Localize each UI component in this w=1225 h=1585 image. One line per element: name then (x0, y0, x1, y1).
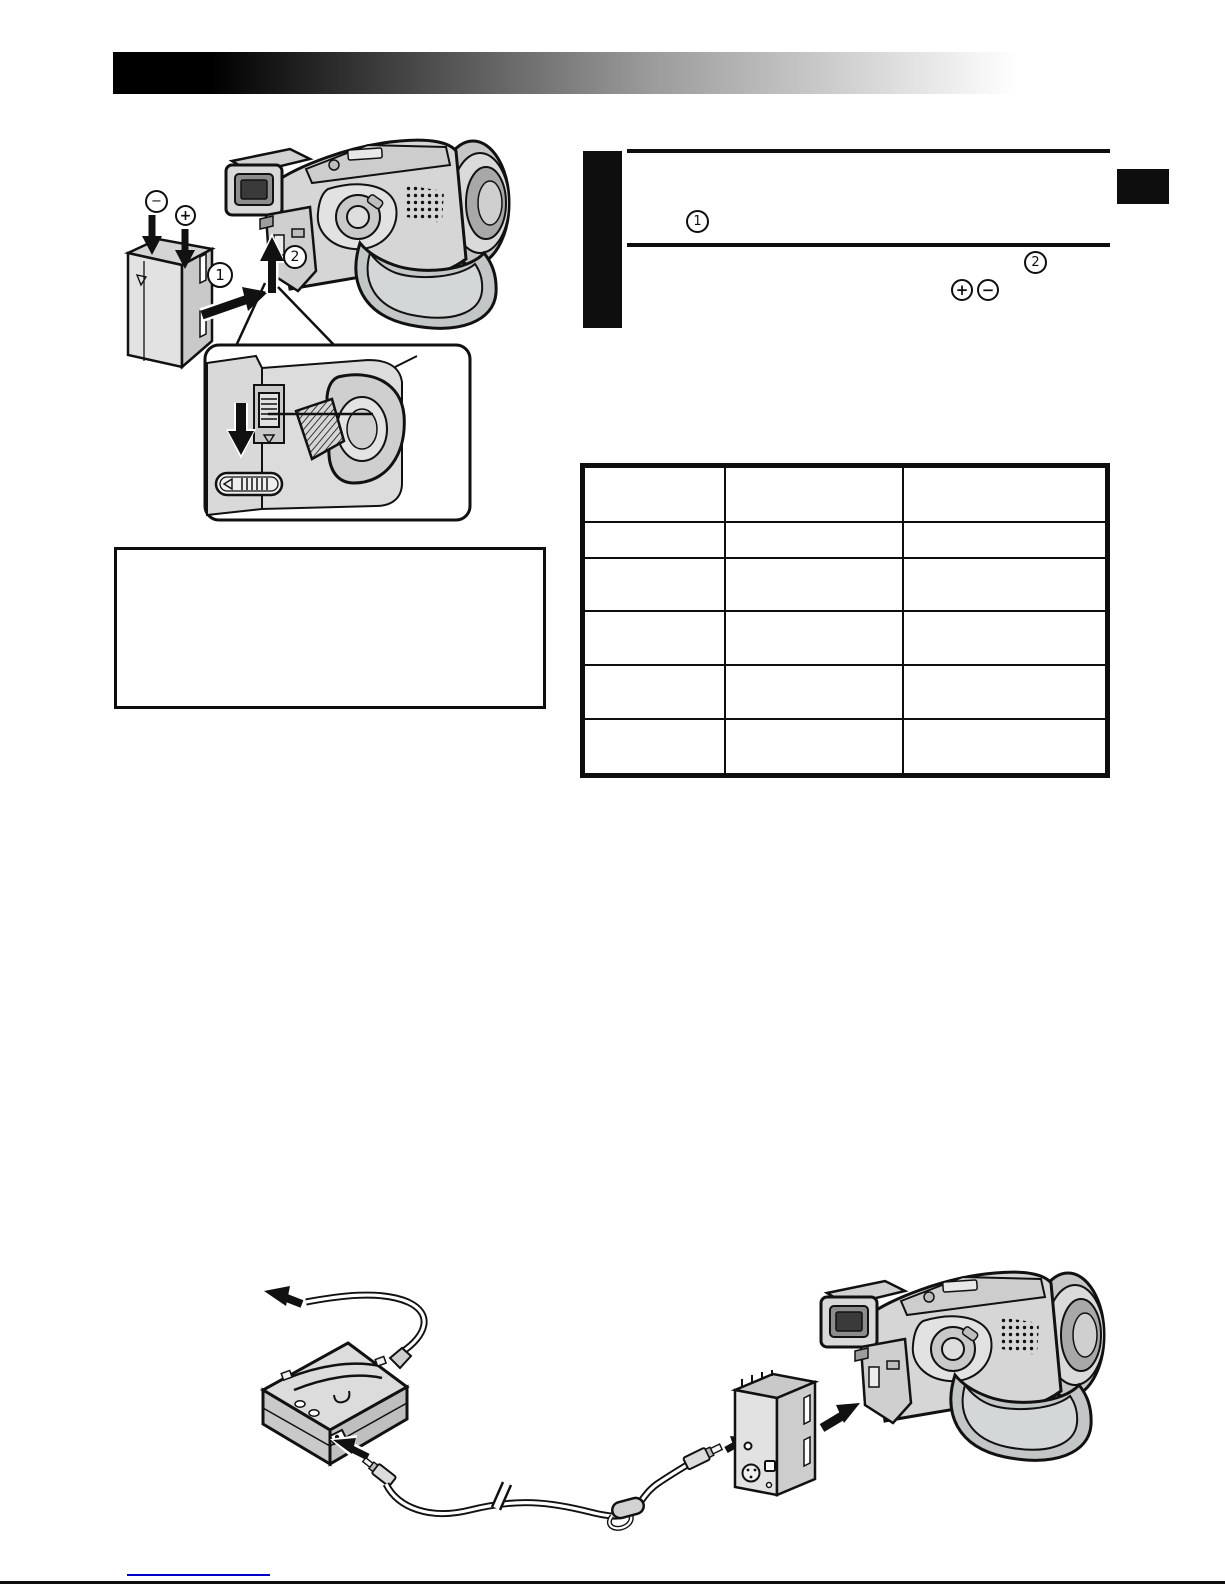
table-cell (903, 558, 1108, 611)
table-cell (725, 665, 903, 719)
eject-control (216, 473, 282, 495)
camcorder-illustration (821, 1272, 1104, 1460)
attach-arrow-icon (822, 1401, 864, 1428)
dc-plug (361, 1455, 397, 1487)
table-header-row (583, 466, 1108, 522)
table-cell (583, 665, 725, 719)
table-header-cell (903, 466, 1108, 522)
plus-glyph: + (955, 280, 969, 299)
step-1-badge (207, 262, 233, 288)
table-cell (903, 665, 1108, 719)
step-divider-middle (627, 243, 1110, 247)
table-cell (903, 522, 1108, 558)
camcorder-illustration (226, 140, 509, 328)
table-row (583, 611, 1108, 665)
minus-glyph: − (151, 194, 162, 209)
table-cell (903, 719, 1108, 776)
table-header-cell (583, 466, 725, 522)
dc-plug (683, 1441, 724, 1470)
battery-pack-illustration (128, 239, 212, 367)
cord-ferrite-clamp (610, 1496, 645, 1520)
battery-release-inset (205, 345, 470, 520)
battery-attach-illustration (110, 115, 550, 535)
table-row (583, 522, 1108, 558)
footer-link-line[interactable] (127, 1574, 270, 1576)
battery-dc-input (745, 1443, 752, 1450)
table-cell (583, 611, 725, 665)
table-cell (583, 719, 725, 776)
table-cell (725, 522, 903, 558)
minus-symbol-icon (145, 190, 168, 213)
minus-symbol-icon (977, 279, 999, 301)
charging-illustration (230, 1240, 1110, 1540)
step-2-marker (1024, 251, 1047, 274)
minus-glyph: − (981, 280, 995, 299)
plus-glyph: + (179, 207, 192, 224)
step-1-number: 1 (693, 214, 702, 229)
table-cell (903, 611, 1108, 665)
power-cord (306, 1295, 424, 1352)
step-1-number: 1 (215, 265, 225, 284)
plus-symbol-icon (175, 205, 196, 226)
step-1-marker (686, 210, 709, 233)
plus-symbol-icon (951, 279, 973, 301)
step-2-badge (283, 245, 307, 269)
table-row (583, 719, 1108, 776)
step-2-number: 2 (1031, 255, 1040, 270)
section-header-bar (113, 52, 1085, 94)
page-bottom-rule (0, 1581, 1225, 1584)
battery-pack-illustration (735, 1370, 815, 1495)
to-outlet-arrow-icon (261, 1284, 302, 1309)
table-header-cell (725, 466, 903, 522)
table-row (583, 665, 1108, 719)
table-cell (583, 558, 725, 611)
table-cell (725, 719, 903, 776)
table-cell (725, 611, 903, 665)
ac-adapter-illustration (261, 1284, 424, 1464)
table-cell (725, 558, 903, 611)
spec-table (580, 463, 1110, 778)
step-divider-top (627, 149, 1110, 153)
dc-cord-illustration (330, 1434, 750, 1528)
note-box (114, 547, 546, 709)
battery-port (765, 1461, 775, 1471)
battery-connector (743, 1465, 760, 1482)
section-side-bar (583, 151, 622, 328)
table-cell (583, 522, 725, 558)
table-row (583, 558, 1108, 611)
page-number-tab (1117, 169, 1169, 204)
step-2-number: 2 (290, 249, 300, 265)
